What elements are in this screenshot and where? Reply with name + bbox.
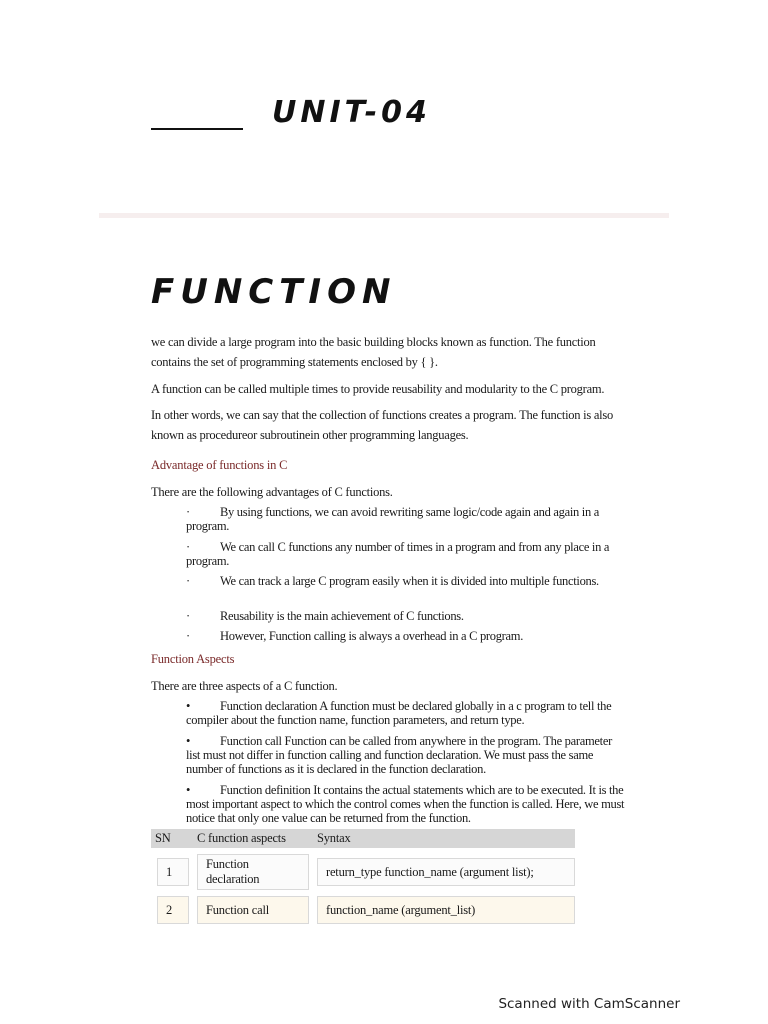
bullet-dot: · [186,629,190,643]
section-divider [99,213,669,218]
intro-paragraph-3: In other words, we can say that the collection of functions creates a program. The function is also known as procedureor subroutinein other programming languages. [151,408,614,442]
advantages-lead: There are the following advantages of C functions. [151,485,393,499]
title-underline-rule [151,128,243,130]
aspect-item: • Function declaration A function must be declared globally in a c program to tell the compiler about the function name, function parameters, and return type. [186,699,612,727]
bullet-dot: · [186,540,190,554]
aspects-lead: There are three aspects of a C function. [151,679,338,693]
table-row [151,848,575,890]
table-row [151,890,575,924]
unit-title: UNIT-04 [272,95,431,130]
table-header-syntax: Syntax [313,829,575,848]
function-aspects-table [151,829,575,924]
section-title: FUNCTION [151,272,397,312]
intro-paragraph-2: A function can be called multiple times to provide reusability and modularity to the C program. [151,382,605,396]
aspect-item: • Function definition It contains the actual statements which are to be executed. It is the most important aspect to which the control comes when the function is called. Here, we must notice that only one value can be returned from the function. [186,783,625,825]
bullet-dot: • [186,734,191,748]
table-cell-syntax: function_name (argument_list) [317,896,575,924]
table-cell-sn: 2 [157,896,189,924]
advantage-item: · However, Function calling is always a overhead in a C program. [186,629,524,643]
bullet-dot: · [186,574,190,588]
advantages-heading: Advantage of functions in C [151,458,288,472]
bullet-dot: • [186,783,191,797]
table-cell-syntax: return_type function_name (argument list); [317,858,575,886]
aspects-heading: Function Aspects [151,652,235,666]
table-cell-aspect: Function declaration [197,854,309,890]
camscanner-watermark: Scanned with CamScanner [498,996,680,1012]
advantage-item: · We can track a large C program easily when it is divided into multiple functions. [186,574,599,588]
bullet-dot: • [186,699,191,713]
table-header-row [151,829,575,848]
table-header-sn: SN [151,829,193,848]
intro-paragraph-1: we can divide a large program into the basic building blocks known as function. The function contains the set of programming statements enclosed by { }. [151,335,596,369]
table-cell-sn: 1 [157,858,189,886]
aspect-item: • Function call Function can be called from anywhere in the program. The parameter list must not differ in function calling and function declaration. We must pass the same number of functions as it is declared in the function declaration. [186,734,612,776]
advantage-item: · By using functions, we can avoid rewriting same logic/code again and again in a program. [186,505,599,533]
bullet-dot: · [186,505,190,519]
advantage-item: · Reusability is the main achievement of C functions. [186,609,464,623]
table-header-aspects: C function aspects [193,829,313,848]
bullet-dot: · [186,609,190,623]
advantage-item: · We can call C functions any number of times in a program and from any place in a program. [186,540,610,568]
table-cell-aspect: Function call [197,896,309,924]
